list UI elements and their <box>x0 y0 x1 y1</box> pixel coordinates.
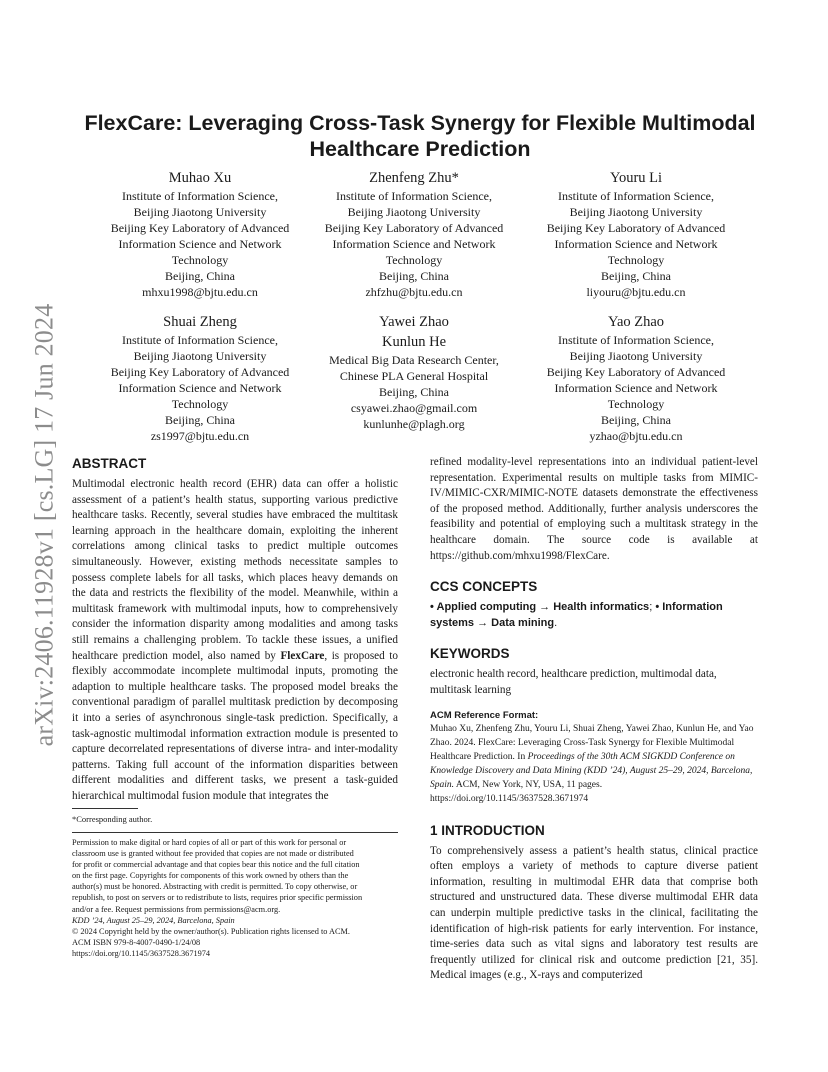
author-block-5 <box>294 312 534 432</box>
author-affiliation: Information Science and Network <box>554 237 718 251</box>
ccs-separator: ; <box>649 601 656 614</box>
author-affiliation: Beijing Jiaotong University <box>133 205 267 219</box>
introduction-text: To comprehensively assess a patient’s health status, clinical practice often employs a variety of methods to capture diverse patient information, resulting in multimodal EHR data that comprise both structured and unstructured data. These diverse multimodal EHR data can underpin multiple predictive tasks in the clinical, facilitating the identification of high-risk patients for early intervention. For instance, time-series data such as vital signs and laboratory test results are frequently utilized for clinical risk and outcome prediction [21, 35]. Medical images (e.g., X-rays and computerized <box>430 844 758 982</box>
author-email: liyouru@bjtu.edu.cn <box>586 285 686 299</box>
introduction-heading: 1 INTRODUCTION <box>430 822 545 838</box>
author-affiliation: Institute of Information Science, <box>336 189 492 203</box>
permission-line: for profit or commercial advantage and that copies bear this notice and the full citation <box>72 860 360 870</box>
author-affiliation: Technology <box>171 253 229 267</box>
model-name: FlexCare <box>280 649 325 662</box>
footnote-divider <box>72 808 138 809</box>
abstract-text-part: , is proposed to flexibly accommodate incomplete multimodal inputs, promoting the adaption to multiple healthcare tasks. The proposed model breaks the conventional paradigm of parallel multitask prediction by decomposing it into a series of asynchronous single-task prediction. Specifically, a task-agnostic multimodal information extraction module is presented to capture decorrelated representations of diverse intra- and inter-modality patterns. Taking full account of the information disparities between different modalities and different tasks, we present a task-guided hierarchical multimodal fusion module that integrates the <box>72 649 398 802</box>
author-name: Zhenfeng Zhu* <box>369 170 459 186</box>
author-affiliation: Institute of Information Science, <box>122 333 278 347</box>
author-affiliation: Beijing Key Laboratory of Advanced <box>546 221 726 235</box>
permission-line: classroom use is granted without fee provided that copies are not made or distributed <box>72 849 354 859</box>
ccs-end: . <box>554 616 558 629</box>
author-name: Muhao Xu <box>168 170 232 186</box>
author-block-3 <box>516 168 756 300</box>
right-column <box>430 455 758 984</box>
author-name: Yawei Zhao <box>379 314 449 330</box>
author-affiliation: Information Science and Network <box>118 381 282 395</box>
author-location: Beijing, China <box>601 413 671 427</box>
paper-title-line-2: Healthcare Prediction <box>309 137 531 161</box>
author-email: yzhao@bjtu.edu.cn <box>589 429 683 443</box>
permission-line: Permission to make digital or hard copies of all or part of this work for personal or <box>72 838 347 847</box>
author-affiliation: Technology <box>385 253 443 267</box>
author-name: Shuai Zheng <box>163 314 237 330</box>
author-block-1 <box>80 168 320 300</box>
author-affiliation: Institute of Information Science, <box>558 189 714 203</box>
acm-reference-text <box>430 722 758 806</box>
author-affiliation: Information Science and Network <box>554 381 718 395</box>
permission-line: on the first page. Copyrights for components of this work owned by others than the <box>72 871 349 881</box>
ccs-concepts <box>430 600 758 631</box>
author-affiliation: Beijing Key Laboratory of Advanced <box>324 221 504 235</box>
author-location: Beijing, China <box>165 413 235 427</box>
author-affiliation: Beijing Jiaotong University <box>133 349 267 363</box>
author-affiliation: Beijing Key Laboratory of Advanced <box>110 365 290 379</box>
abstract-heading: ABSTRACT <box>72 456 147 471</box>
acm-reference-heading: ACM Reference Format: <box>430 709 539 721</box>
isbn: ACM ISBN 979-8-4007-0490-1/24/08 <box>72 937 201 947</box>
author-name: Kunlun He <box>381 334 447 350</box>
author-affiliation: Information Science and Network <box>332 237 496 251</box>
author-affiliation: Beijing Key Laboratory of Advanced <box>110 221 290 235</box>
arxiv-identifier: arXiv:2406.11928v1 [cs.LG] 17 Jun 2024 <box>29 303 58 747</box>
author-location: Beijing, China <box>379 269 449 283</box>
author-name: Yao Zhao <box>607 314 665 330</box>
copyright-notice: © 2024 Copyright held by the owner/author(s). Publication rights licensed to ACM. <box>72 926 350 936</box>
keywords-text: electronic health record, healthcare prediction, multimodal data, multitask learning <box>430 668 717 696</box>
author-email: mhxu1998@bjtu.edu.cn <box>142 285 258 299</box>
author-affiliation: Technology <box>171 397 229 411</box>
keywords-heading: KEYWORDS <box>430 646 510 662</box>
author-email: csyawei.zhao@gmail.com <box>350 401 478 415</box>
abstract-text-part: Multimodal electronic health record (EHR) data can offer a holistic assessment of a patient’s health status, supporting various predictive healthcare tasks. Recently, several studies have embraced the multitask learning approach in the healthcare domain, exploiting the inherent correlations among clinical tasks to predict multiple outcomes simultaneously. However, existing methods necessitate samples to possess complete labels for all tasks, which places heavy demands on the data and restricts the flexibility of the model. Meanwhile, within a multitask framework with multimodal inputs, how to comprehensively consider the information disparity among modalities and among tasks still remains a challenging problem. To tackle these issues, a unified healthcare prediction model, also named by <box>72 478 398 662</box>
author-affiliation: Technology <box>607 397 665 411</box>
author-block-6 <box>516 312 756 444</box>
left-column <box>72 455 398 804</box>
author-affiliation: Beijing Jiaotong University <box>569 205 703 219</box>
author-email: kunlunhe@plagh.org <box>363 417 465 431</box>
author-affiliation: Institute of Information Science, <box>558 333 714 347</box>
acm-reference-venue: Proceedings of the 30th ACM SIGKDD Conference on Knowledge Discovery and Data Mining (KDD ’24), August 25–29, 2024, Barcelona, Spain. <box>430 751 753 790</box>
permission-line: and/or a fee. Request permissions from permissions@acm.org. <box>72 904 281 914</box>
author-affiliation: Institute of Information Science, <box>122 189 278 203</box>
acm-reference-part: Muhao Xu, Zhenfeng Zhu, Youru Li, Shuai Zheng, Yawei Zhao, Kunlun He, and Yao Zhao. 2024. FlexCare: Leveraging Cross-Task Synergy for Flexible Multimodal Healthcare Prediction. In <box>430 723 754 762</box>
author-affiliation: Beijing Key Laboratory of Advanced <box>546 365 726 379</box>
author-affiliation: Beijing Jiaotong University <box>347 205 481 219</box>
permission-block <box>72 837 402 959</box>
author-location: Beijing, China <box>601 269 671 283</box>
author-email: zhfzhu@bjtu.edu.cn <box>365 285 463 299</box>
paper-title <box>60 110 780 162</box>
author-block-4 <box>80 312 320 444</box>
author-block-2 <box>294 168 534 300</box>
ccs-item: • Applied computing → Health informatics <box>430 601 650 614</box>
ccs-heading: CCS CONCEPTS <box>430 579 538 595</box>
author-name: Youru Li <box>609 170 663 186</box>
author-affiliation: Information Science and Network <box>118 237 282 251</box>
ccs-item: • Information systems → Data mining <box>430 601 723 629</box>
paper-title-line-1: FlexCare: Leveraging Cross-Task Synergy for Flexible Multimodal <box>84 111 756 135</box>
author-affiliation: Medical Big Data Research Center, <box>329 353 499 367</box>
permission-line: republish, to post on servers or to redistribute to lists, requires prior specific permission <box>72 893 363 903</box>
doi-link[interactable]: https://doi.org/10.1145/3637528.3671974 <box>72 948 211 958</box>
author-affiliation: Beijing Jiaotong University <box>569 349 703 363</box>
author-affiliation: Chinese PLA General Hospital <box>339 369 489 383</box>
permission-divider <box>72 832 398 833</box>
acm-reference-part: ACM, New York, NY, USA, 11 pages. https://doi.org/10.1145/3637528.3671974 <box>430 779 603 804</box>
arxiv-stamp <box>26 290 62 760</box>
author-email: zs1997@bjtu.edu.cn <box>150 429 250 443</box>
conference-info: KDD ’24, August 25–29, 2024, Barcelona, Spain <box>72 915 235 925</box>
author-location: Beijing, China <box>379 385 449 399</box>
abstract-text <box>72 477 398 804</box>
author-affiliation: Technology <box>607 253 665 267</box>
abstract-text-continued: refined modality-level representations into an individual patient-level representation. Experimental results on multiple tasks from MIMIC-IV/MIMIC-CXR/MIMIC-NOTE datasets demonstrate the effectiveness of the proposed method. Additionally, further analysis underscores the feasibility and potential of employing such a multitask strategy in the healthcare domain. The source code is available at https://github.com/mhxu1998/FlexCare. <box>430 456 758 562</box>
corresponding-author-footnote: *Corresponding author. <box>72 814 153 824</box>
permission-line: author(s) must be honored. Abstracting with credit is permitted. To copy otherwise, or <box>72 882 358 892</box>
author-location: Beijing, China <box>165 269 235 283</box>
